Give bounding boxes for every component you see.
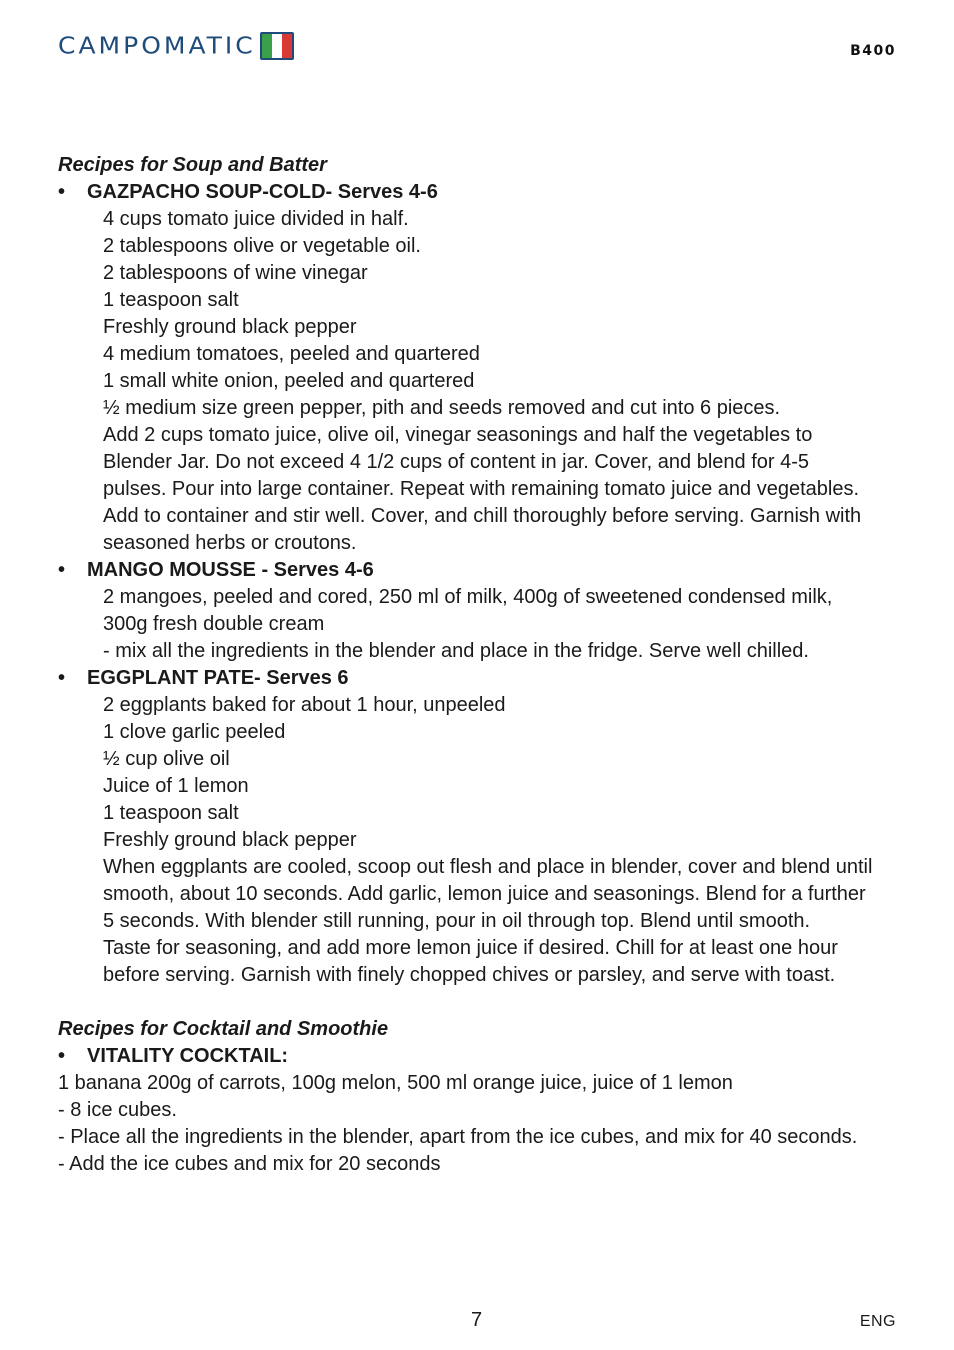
- logo-wordmark: CAMPOMATIC: [58, 32, 256, 59]
- language-label: ENG: [859, 1313, 896, 1330]
- recipe-line: 2 tablespoons olive or vegetable oil.: [103, 235, 421, 257]
- flag-white-stripe: [272, 34, 282, 58]
- recipe-line: pulses. Pour into large container. Repeat with remaining tomato juice and vegetables.: [103, 478, 860, 500]
- recipe-body-mango: [58, 584, 904, 665]
- recipe-title-vitality: [58, 1043, 904, 1070]
- section-spacer: [58, 989, 904, 1016]
- recipe-line: 4 medium tomatoes, peeled and quartered: [103, 343, 480, 365]
- recipe-line: 1 teaspoon salt: [103, 289, 239, 311]
- recipe-line: 2 eggplants baked for about 1 hour, unpeeled: [103, 694, 506, 716]
- page-number: 7: [471, 1309, 483, 1331]
- recipe-line: 4 cups tomato juice divided in half.: [103, 208, 409, 230]
- recipe-title-eggplant: [58, 665, 904, 692]
- recipe-title-mango: [58, 557, 904, 584]
- recipe-line: Juice of 1 lemon: [103, 775, 249, 797]
- model-number: B400: [850, 43, 896, 59]
- recipe-body-eggplant: [58, 692, 904, 989]
- recipe-line: 300g fresh double cream: [103, 613, 325, 635]
- recipe-line: - Place all the ingredients in the blender, apart from the ice cubes, and mix for 40 seconds.: [58, 1126, 858, 1148]
- flag-red-stripe: [282, 34, 292, 58]
- recipe-title-text: EGGPLANT PATE- Serves 6: [87, 667, 349, 689]
- flag-green-stripe: [262, 34, 272, 58]
- recipe-line: - Add the ice cubes and mix for 20 seconds: [58, 1153, 441, 1175]
- recipe-title-text: MANGO MOUSSE - Serves 4-6: [87, 559, 374, 581]
- recipe-line: 1 teaspoon salt: [103, 802, 239, 824]
- recipe-line: Freshly ground black pepper: [103, 316, 357, 338]
- recipe-line: Blender Jar. Do not exceed 4 1/2 cups of content in jar. Cover, and blend for 4-5: [103, 451, 809, 473]
- italian-flag-icon: [260, 32, 294, 60]
- section-heading-soup: Recipes for Soup and Batter: [58, 154, 327, 176]
- recipe-line: When eggplants are cooled, scoop out flesh and place in blender, cover and blend until: [103, 856, 873, 878]
- recipe-title-text: VITALITY COCKTAIL:: [87, 1045, 289, 1067]
- recipe-line: - 8 ice cubes.: [58, 1099, 177, 1121]
- recipe-line: Freshly ground black pepper: [103, 829, 357, 851]
- recipe-body-gazpacho: [58, 206, 904, 557]
- bullet-icon: •: [58, 181, 66, 203]
- bullet-icon: •: [58, 559, 66, 581]
- recipe-title-gazpacho: [58, 179, 904, 206]
- recipe-line: 1 banana 200g of carrots, 100g melon, 500 ml orange juice, juice of 1 lemon: [58, 1072, 733, 1094]
- campomatic-logo: [58, 33, 294, 59]
- recipe-line: - mix all the ingredients in the blender and place in the fridge. Serve well chilled.: [103, 640, 809, 662]
- recipe-line: Add 2 cups tomato juice, olive oil, vinegar seasonings and half the vegetables to: [103, 424, 813, 446]
- recipe-line: before serving. Garnish with finely chopped chives or parsley, and serve with toast.: [103, 964, 836, 986]
- bullet-icon: •: [58, 667, 66, 689]
- recipe-line: Taste for seasoning, and add more lemon juice if desired. Chill for at least one hour: [103, 937, 838, 959]
- bullet-icon: •: [58, 1045, 66, 1067]
- recipe-line: 1 small white onion, peeled and quartered: [103, 370, 475, 392]
- recipe-content: [58, 152, 904, 1178]
- recipe-line: ½ medium size green pepper, pith and seeds removed and cut into 6 pieces.: [103, 397, 781, 419]
- section-heading-cocktail: Recipes for Cocktail and Smoothie: [58, 1018, 389, 1040]
- recipe-line: 1 clove garlic peeled: [103, 721, 286, 743]
- recipe-line: 5 seconds. With blender still running, pour in oil through top. Blend until smooth.: [103, 910, 811, 932]
- recipe-line: smooth, about 10 seconds. Add garlic, lemon juice and seasonings. Blend for a further: [103, 883, 866, 905]
- recipe-line: ½ cup olive oil: [103, 748, 230, 770]
- recipe-line: Add to container and stir well. Cover, and chill thoroughly before serving. Garnish with: [103, 505, 862, 527]
- recipe-body-vitality: [58, 1070, 904, 1178]
- recipe-line: 2 mangoes, peeled and cored, 250 ml of milk, 400g of sweetened condensed milk,: [103, 586, 833, 608]
- recipe-title-text: GAZPACHO SOUP-COLD- Serves 4-6: [87, 181, 438, 203]
- recipe-line: 2 tablespoons of wine vinegar: [103, 262, 368, 284]
- recipe-line: seasoned herbs or croutons.: [103, 532, 357, 554]
